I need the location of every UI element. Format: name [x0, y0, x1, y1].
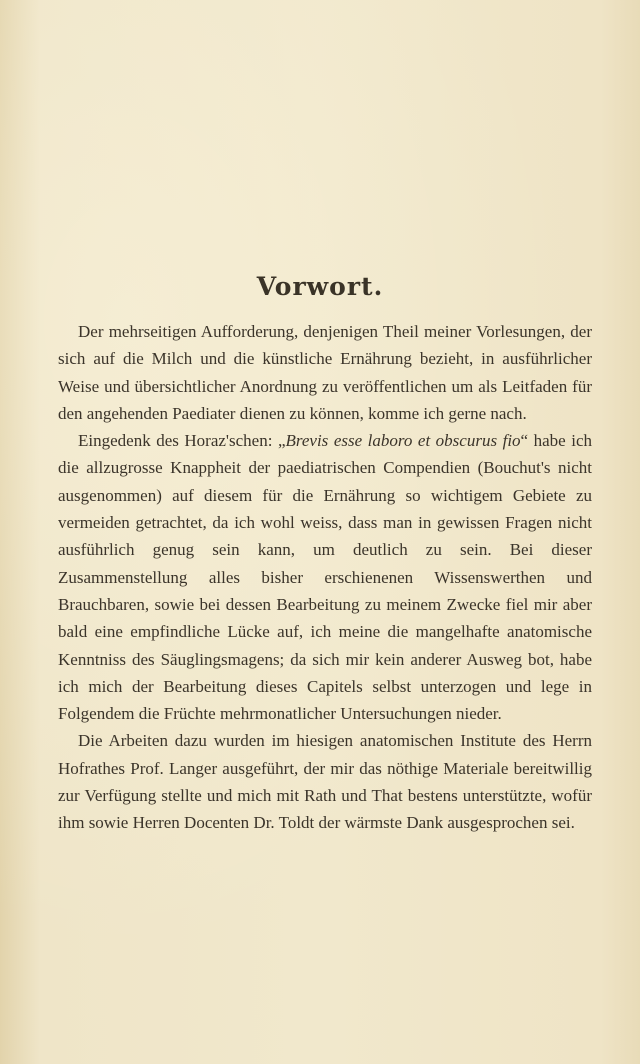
paragraph-2 [58, 427, 592, 727]
latin-quote: Brevis esse laboro et obscurus fio [285, 431, 521, 451]
paragraph-2-lead: Eingedenk des Horaz'schen: „ [78, 431, 286, 451]
preface-body [58, 318, 592, 837]
paragraph-1: Der mehrseitigen Aufforderung, denjenigen Theil meiner Vorlesungen, der sich auf die Milch und die künstliche Ernährung bezieht, in ausführlicher Weise und übersichtlicher Anordnung zu veröffentlichen um als Leitfaden für den angehenden Paediater dienen zu können, komme ich gerne nach. [58, 322, 592, 423]
paragraph-3: Die Arbeiten dazu wurden im hiesigen anatomischen Institute des Herrn Hofrathes Prof. Langer ausgeführt, der mir das nöthige Materiale bereitwillig zur Verfügung stellte und mich mit Rath und That bestens unterstützte, wofür ihm sowie Herren Docenten Dr. Toldt der wärmste Dank ausgesprochen sei. [58, 731, 592, 833]
page-title: Vorwort. [256, 272, 384, 301]
paragraph-2-rest: “ habe ich die allzugrosse Knappheit der paediatrischen Compendien (Bouchut's nicht ausgenommen) auf diesem für die Ernährung so wichtigem Gebiete zu vermeiden getrachtet, da ich wohl weiss, dass man in gewissen Fragen nicht ausführlich genug sein kann, um deutlich zu sein. Bei dieser Zusammenstellung alles bisher erschienenen Wissenswerthen und Brauchbaren, sowie bei dessen Bearbeitung zu meinem Zwecke fiel mir aber bald eine empfindliche Lücke auf, ich meine die mangelhafte anatomische Kenntniss des Säuglingsmagens; da sich mir kein anderer Ausweg bot, habe ich mich der Bearbeitung dieses Capitels selbst unterzogen und lege in Folgendem die Früchte mehrmonatlicher Untersuchungen nieder. [58, 431, 592, 724]
